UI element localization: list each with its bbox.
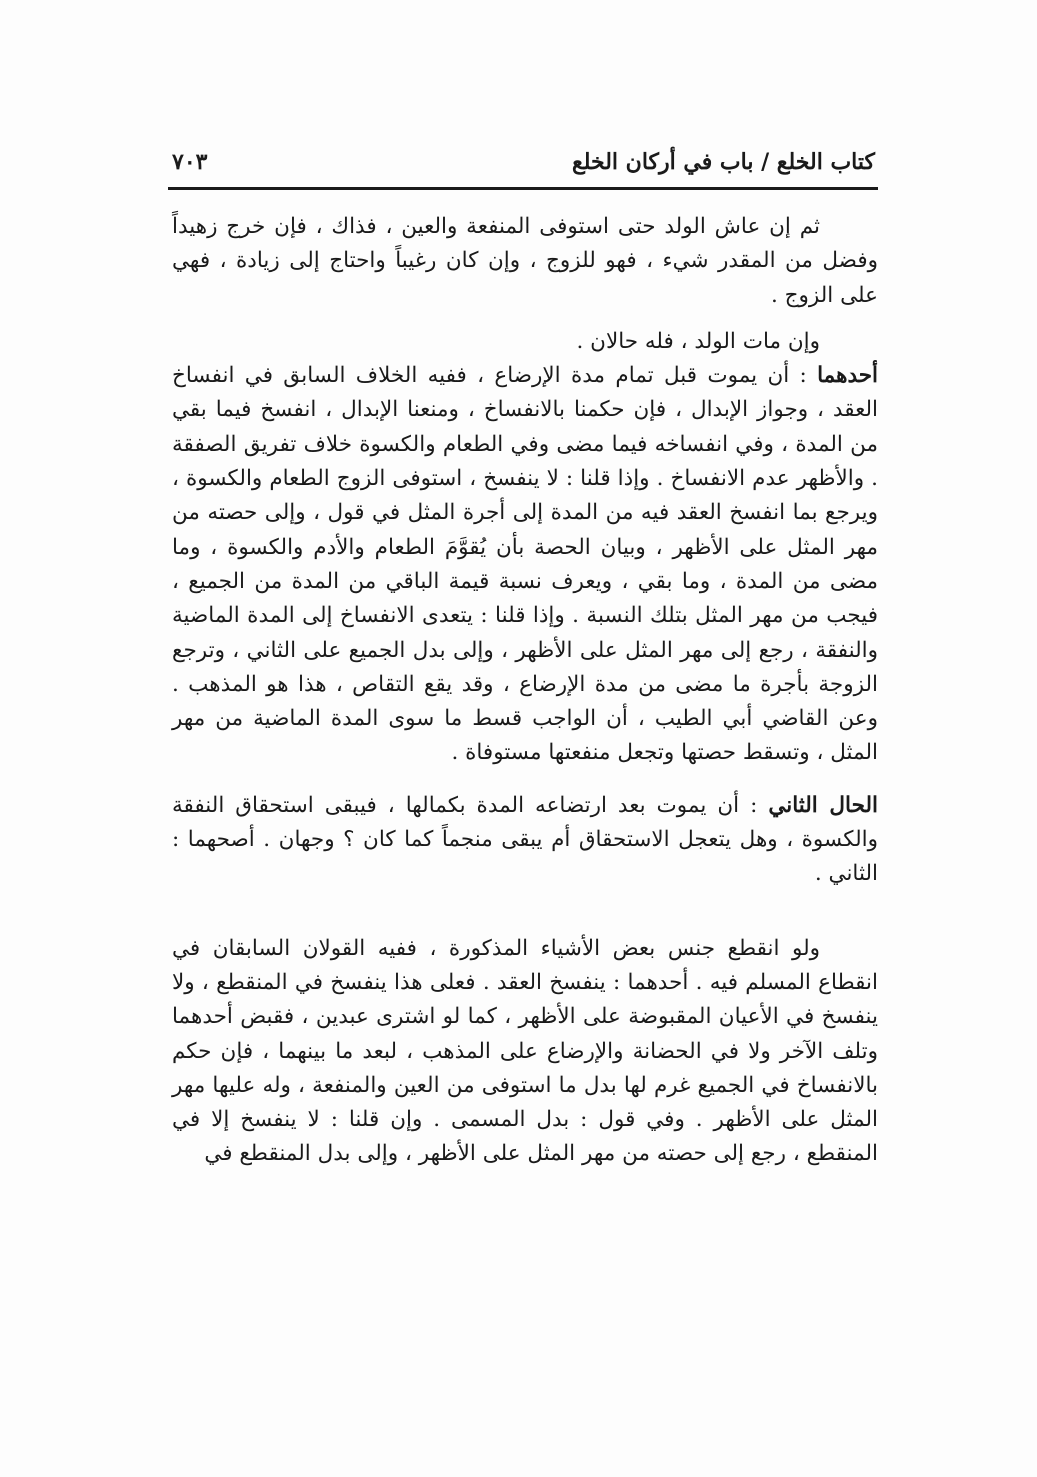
running-title: كتاب الخلع / باب في أركان الخلع: [572, 149, 875, 175]
header-rule: [168, 187, 878, 190]
paragraph-1: ثم إن عاش الولد حتى استوفى المنفعة والعين ، فذاك ، فإن خرج زهيداً وفضل من المقدر شيء ، فهو للزوج ، وإن كان رغيباً واحتاج إلى زيادة ، فهي على الزوج .: [172, 214, 878, 308]
paragraph-4-text: : أن يموت بعد ارتضاعه المدة بكمالها ، فيبقى استحقاق النفقة والكسوة ، وهل يتعجل الاستحقاق أم يبقى منجماً كما كان ؟ وجهان . أصحهما : الثاني .: [172, 792, 878, 887]
body-text: [172, 210, 878, 1172]
paragraph-2: وإن مات الولد ، فله حالان .: [576, 328, 820, 354]
page-header: [168, 143, 875, 183]
paragraph-3-lead: أحدهما: [817, 363, 878, 389]
paragraph-3-text: : أن يموت قبل تمام مدة الإرضاع ، ففيه الخلاف السابق في انفساخ العقد ، وجواز الإبدال ، فإن حكمنا بالانفساخ ، ومنعنا الإبدال ، انفسخ فيما بقي من المدة ، وفي انفساخه فيما مضى وفي الطعام والكسوة خلاف تفريق الصفقة . والأظهر عدم الانفساخ . وإذا قلنا : لا ينفسخ ، استوفى الزوج الطعام والكسوة ، ويرجع بما انفسخ العقد فيه من المدة إلى أجرة المثل في قول ، وإلى حصته من مهر المثل على الأظهر ، وبيان الحصة بأن يُقوَّمَ الطعام والأدم والكسوة ، وما مضى من المدة ، وما بقي ، ويعرف نسبة قيمة الباقي من المدة من الجميع ، فيجب من مهر المثل بتلك النسبة . وإذا قلنا : يتعدى الانفساخ إلى المدة الماضية والنفقة ، رجع إلى مهر المثل على الأظهر ، وإلى بدل الجميع على الثاني ، وترجع الزوجة بأجرة ما مضى من مدة الإرضاع ، وقد يقع التقاص ، هذا هو المذهب . وعن القاضي أبي الطيب ، أن الواجب قسط ما سوى المدة الماضية من مهر المثل ، وتسقط حصتها وتجعل منفعتها مستوفاة .: [172, 363, 878, 766]
paragraph-5: ولو انقطع جنس بعض الأشياء المذكورة ، ففيه القولان السابقان في انقطاع المسلم فيه . أحدهما : ينفسخ العقد . فعلى هذا ينفسخ في المنقطع ، ولا ينفسخ في الأعيان المقبوضة على الأظهر ، كما لو اشترى عبدين ، فقبض أحدهما وتلف الآخر ولا في الحضانة والإرضاع على المذهب ، لبعد ما بينهما ، فإن حكم بالانفساخ في الجميع غرم لها بدل ما استوفى من العين والمنفعة ، وله عليها مهر المثل على الأظهر . وفي قول : بدل المسمى . وإن قلنا : لا ينفسخ إلا في المنقطع ، رجع إلى حصته من مهر المثل على الأظهر ، وإلى بدل المنقطع في: [172, 935, 878, 1167]
paragraph-3: [172, 359, 878, 771]
page-number: ٧٠٣: [172, 149, 208, 175]
paragraph-4-lead: الحال الثاني: [768, 792, 878, 818]
paragraph-4: [172, 789, 878, 892]
